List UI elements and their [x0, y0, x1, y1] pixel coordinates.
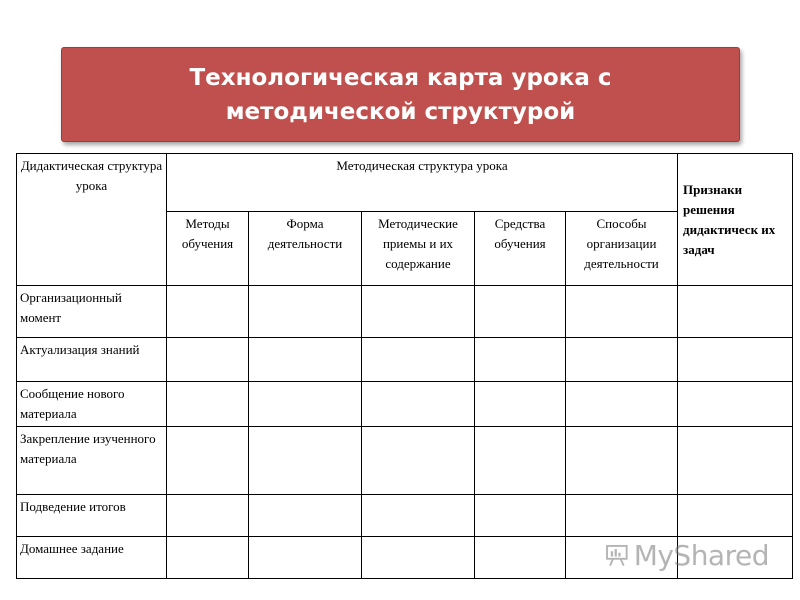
table-cell [362, 286, 475, 338]
table-row [17, 495, 793, 537]
table-cell [167, 382, 249, 427]
stage-label: Организационный момент [17, 286, 167, 338]
table-cell [362, 537, 475, 579]
stage-label: Подведение итогов [17, 495, 167, 537]
subheader-techniques: Методические приемы и их содержание [362, 212, 475, 286]
table-cell [566, 382, 678, 427]
table-cell [362, 495, 475, 537]
stage-label: Сообщение нового материала [17, 382, 167, 427]
table-cell [362, 382, 475, 427]
table-cell [678, 382, 793, 427]
watermark-text: MyShared [633, 538, 769, 572]
table-cell [362, 427, 475, 495]
table-cell [475, 338, 566, 382]
presentation-board-icon [604, 540, 630, 570]
subheader-form: Форма деятельности [249, 212, 362, 286]
didactic-signs-header: Признаки решения дидактическ их задач [678, 154, 793, 286]
table-row [17, 286, 793, 338]
table-cell [167, 286, 249, 338]
stage-label: Домашнее задание [17, 537, 167, 579]
table-cell [566, 495, 678, 537]
subheader-methods: Методы обучения [167, 212, 249, 286]
subheader-means: Средства обучения [475, 212, 566, 286]
table-row [17, 382, 793, 427]
table-cell [249, 382, 362, 427]
table-cell [566, 286, 678, 338]
table-cell [249, 338, 362, 382]
table-row [17, 338, 793, 382]
table-cell [249, 495, 362, 537]
table-cell [566, 427, 678, 495]
table-cell [167, 495, 249, 537]
table-cell [475, 427, 566, 495]
table-cell [475, 537, 566, 579]
table-cell [678, 286, 793, 338]
methodical-structure-header: Методическая структура урока [167, 154, 678, 212]
slide-title: Технологическая карта урока с методической структурой [189, 64, 612, 125]
lesson-structure-table [16, 153, 793, 579]
table-row [17, 427, 793, 495]
table-cell [249, 427, 362, 495]
table-cell [249, 537, 362, 579]
table-cell [362, 338, 475, 382]
table-cell [249, 286, 362, 338]
table-cell [678, 338, 793, 382]
table-cell [475, 382, 566, 427]
slide-title-banner [61, 47, 740, 142]
myshared-watermark [604, 538, 769, 572]
table-cell [475, 495, 566, 537]
table-cell [167, 338, 249, 382]
table-cell [167, 537, 249, 579]
table-cell [475, 286, 566, 338]
didactic-structure-header: Дидактическая структура урока [17, 154, 167, 286]
table-cell [678, 495, 793, 537]
table-cell [566, 338, 678, 382]
subheader-organization: Способы организации деятельности [566, 212, 678, 286]
table-cell [167, 427, 249, 495]
stage-label: Актуализация знаний [17, 338, 167, 382]
stage-label: Закрепление изученного материала [17, 427, 167, 495]
table-cell [678, 427, 793, 495]
